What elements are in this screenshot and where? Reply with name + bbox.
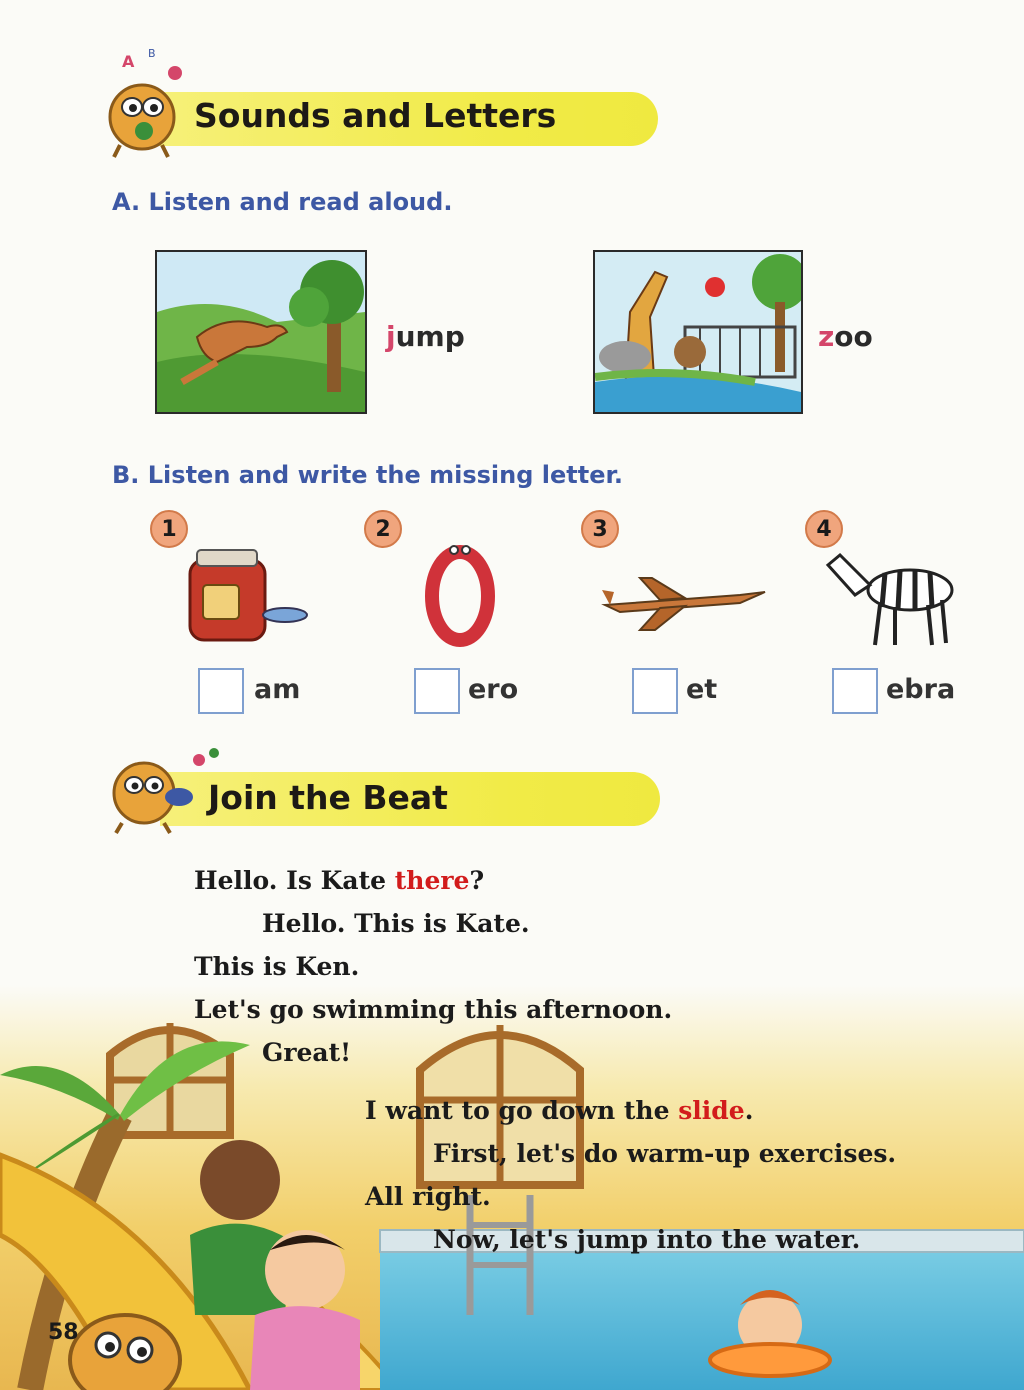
mascot-reading-icon bbox=[100, 45, 200, 160]
word-ending-4: ebra bbox=[886, 674, 956, 705]
page-number: 58 bbox=[48, 1320, 79, 1345]
word-ending-3: et bbox=[686, 674, 718, 705]
section-title-join-beat: Join the Beat bbox=[208, 778, 448, 817]
water-park-illustration bbox=[0, 985, 1024, 1390]
chant-line-8: All right. bbox=[365, 1182, 491, 1211]
section-title-sounds-letters: Sounds and Letters bbox=[194, 96, 557, 135]
zoo-animals-illustration bbox=[593, 250, 803, 414]
word-jump: jump bbox=[386, 320, 465, 353]
item-number-4: 4 bbox=[805, 510, 843, 548]
chant-line-6: I want to go down the slide. bbox=[365, 1096, 754, 1125]
part-a-instruction: A. Listen and read aloud. bbox=[112, 188, 453, 216]
chant-line-7: First, let's do warm-up exercises. bbox=[433, 1139, 897, 1168]
chant-line-3: This is Ken. bbox=[194, 952, 360, 981]
part-b-instruction: B. Listen and write the missing letter. bbox=[112, 461, 624, 489]
zero-character-icon bbox=[420, 538, 500, 648]
svg-text:A: A bbox=[122, 52, 135, 71]
answer-box-1[interactable] bbox=[198, 668, 244, 714]
zebra-icon bbox=[820, 545, 960, 650]
item-number-2: 2 bbox=[364, 510, 402, 548]
answer-box-2[interactable] bbox=[414, 668, 460, 714]
chant-line-2: Hello. This is Kate. bbox=[262, 909, 530, 938]
answer-box-3[interactable] bbox=[632, 668, 678, 714]
svg-text:B: B bbox=[148, 47, 156, 60]
chant-line-1: Hello. Is Kate there? bbox=[194, 866, 485, 895]
jet-plane-icon bbox=[600, 570, 770, 635]
item-number-3: 3 bbox=[581, 510, 619, 548]
chant-line-4: Let's go swimming this afternoon. bbox=[194, 995, 673, 1024]
kangaroo-jumping-illustration bbox=[155, 250, 367, 414]
answer-box-4[interactable] bbox=[832, 668, 878, 714]
chant-line-5: Great! bbox=[262, 1038, 352, 1067]
jam-jar-icon bbox=[185, 545, 310, 645]
word-ending-2: ero bbox=[468, 674, 519, 705]
word-ending-1: am bbox=[254, 674, 301, 705]
item-number-1: 1 bbox=[150, 510, 188, 548]
word-zoo: zoo bbox=[818, 320, 873, 353]
chant-line-9: Now, let's jump into the water. bbox=[433, 1225, 861, 1254]
